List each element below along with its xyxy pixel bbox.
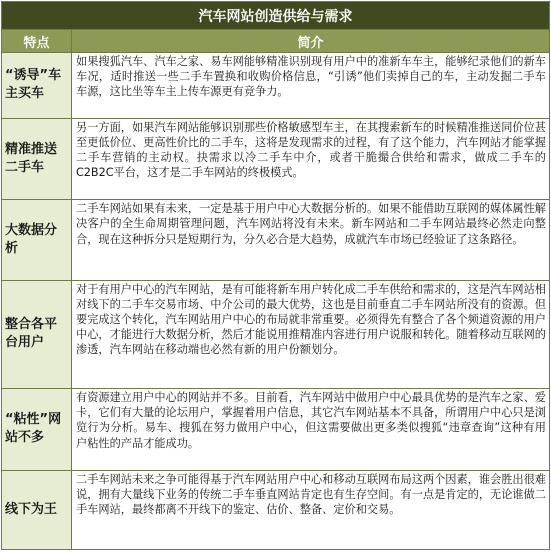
feature-cell: 线下为王 (2, 471, 72, 550)
table-row (2, 281, 549, 389)
header-intro: 简介 (297, 35, 324, 51)
table-row (2, 119, 549, 201)
feature-cell: “粘性”网站不多 (2, 389, 72, 470)
table-header (2, 30, 549, 53)
supply-demand-table (1, 1, 550, 550)
feature-cell: 整合各平台用户 (2, 281, 72, 388)
intro-cell: 如果搜狐汽车、汽车之家、易车网能够精准识别现有用户中的准新车车主，能够纪录他们的新车车况，适时推送一些二手车置换和收购价格信息，“引诱”他们卖掉自己的车，主动发掘二手车车源，这比坐等车主上传车源更有竞争力。 (72, 53, 549, 118)
table-row (2, 389, 549, 471)
intro-cell: 二手车网站如果有未来，一定是基于用户中心大数据分析的。如果不能借助互联网的媒体属性解决客户的全生命周期管理问题，汽车网站将没有未来。新车网站和二手车网站最终必然走向整合，现在这种拆分只是短期行为，分久必合是大趋势，成就汽车市场已经验证了这条路径。 (72, 200, 549, 280)
feature-cell: “诱导”车主买车 (2, 53, 72, 118)
table-row (2, 471, 549, 550)
intro-cell: 对于有用户中心的汽车网站，是有可能将新车用户转化成二手车供给和需求的，这是汽车网站相对线下的二手车交易市场、中介公司的最大优势，这也是目前垂直二手车网站所没有的资源。但要完成这个转化，汽车网站用户中心的布局就非常重要。必须得先有整合了各个频道资源的用户中心，才能进行大数据分析，然后才能说用推精准内容进行用户说服和转化。随着移动互联网的渗透，汽车网站在移动端也必然有新的用户份额划分。 (72, 281, 549, 388)
intro-cell: 另一方面，如果汽车网站能够识别那些价格敏感型车主，在其搜索新车的时候精准推送同价位甚至更低价位、更高性价比的二手车，这将是发现需求的过程，有了这个能力，汽车网站才能掌握二手车营销的主动权。抉需求以冷二手车中介，或者干脆撮合供给和需求，做成二手车的C2B2C平台，这才是二手车网站的终极模式。 (72, 119, 549, 200)
table-row (2, 200, 549, 281)
table-title: 汽车网站创造供给与需求 (2, 2, 549, 30)
feature-cell: 精准推送二手车 (2, 119, 72, 200)
table-row (2, 53, 549, 119)
header-feature: 特点 (2, 30, 72, 52)
intro-cell: 有资源建立用户中心的网站并不多。目前看，汽车网站中做用户中心最具优势的是汽车之家、爱卡，它们有大量的论坛用户，掌握着用户信息，其它汽车网站基本不具备，所谓用户中心只是浏览行为分析。易车、搜狐在努力做用户中心，但这需要做出更多类似搜狐“违章查询”这种有用户粘性的产品才能成功。 (72, 389, 549, 470)
intro-cell: 二手车网站未来之争可能得基于汽车网站用户中心和移动互联网布局这两个因素，谁会胜出很难说，拥有大量线下业务的传统二手车垂直网站肯定也有生存空间。有一点是肯定的，无论谁做二手车网站，最终都离不开线下的鉴定、估价、整备、定价和交易。 (72, 471, 549, 550)
feature-cell: 大数据分析 (2, 200, 72, 280)
